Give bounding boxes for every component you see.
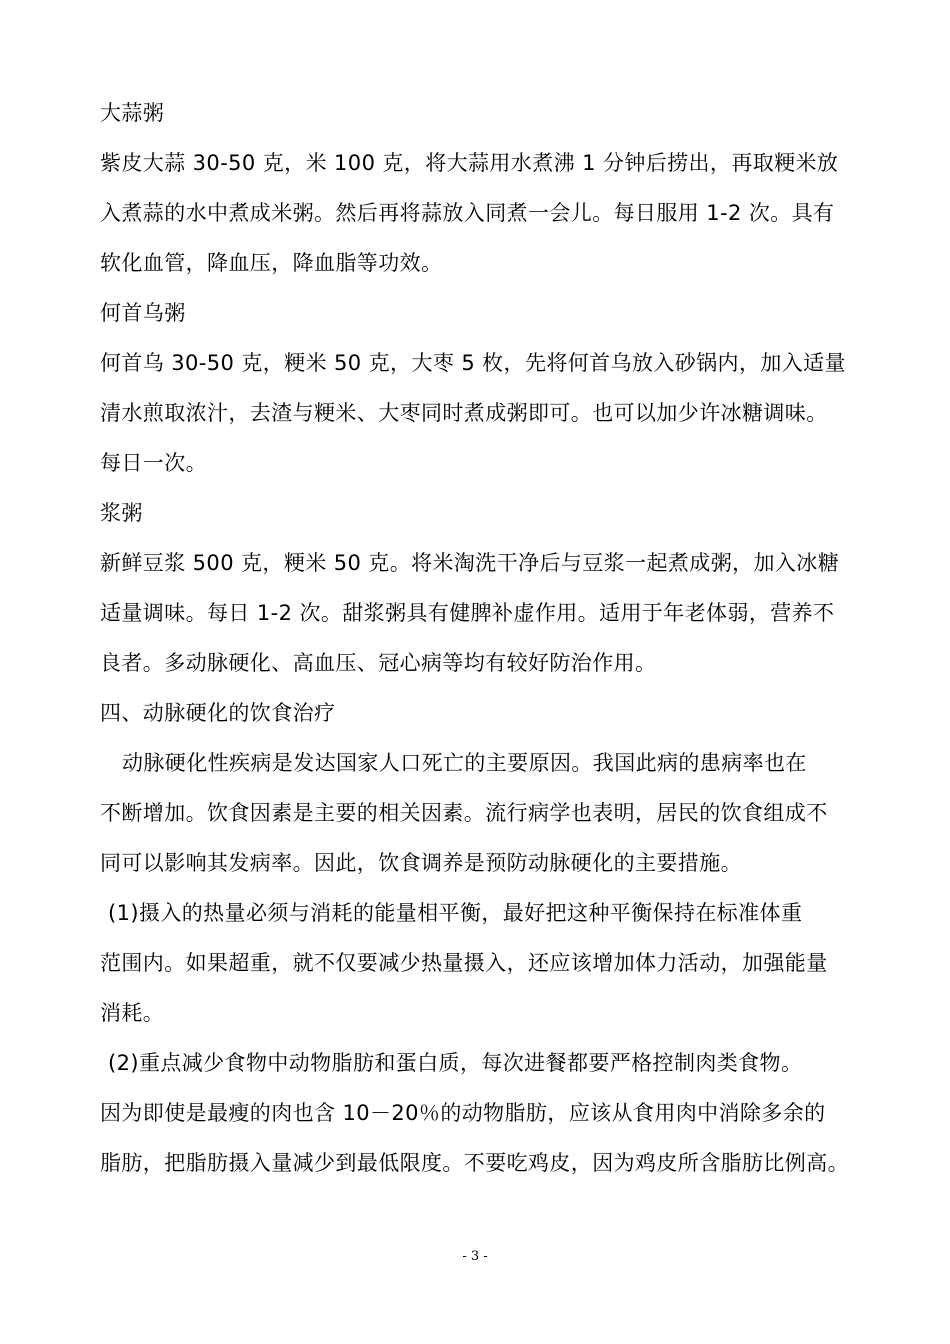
list-item-line: (1)摄入的热量必须与消耗的能量相平衡，最好把这种平衡保持在标准体重 bbox=[108, 901, 803, 925]
heading-garlic-porridge: 大蒜粥 bbox=[100, 101, 165, 125]
paragraph-line: 软化血管，降血压，降血脂等功效。 bbox=[100, 251, 443, 275]
paragraph-line: 新鲜豆浆 500 克，粳米 50 克。将米淘洗干净后与豆浆一起煮成粥，加入冰糖 bbox=[100, 551, 840, 575]
paragraph-line: 动脉硬化性疾病是发达国家人口死亡的主要原因。我国此病的患病率也在 bbox=[122, 751, 807, 775]
paragraph-line: 不断增加。饮食因素是主要的相关因素。流行病学也表明，居民的饮食组成不 bbox=[100, 801, 828, 825]
paragraph-line: 适量调味。每日 1-2 次。甜浆粥具有健脾补虚作用。适用于年老体弱，营养不 bbox=[100, 601, 835, 625]
list-item-line: (2)重点减少食物中动物脂肪和蛋白质，每次进餐都要严格控制肉类食物。 bbox=[108, 1051, 803, 1075]
paragraph-line: 良者。多动脉硬化、高血压、冠心病等均有较好防治作用。 bbox=[100, 651, 657, 675]
paragraph-line: 同可以影响其发病率。因此，饮食调养是预防动脉硬化的主要措施。 bbox=[100, 851, 742, 875]
paragraph-line: 每日一次。 bbox=[100, 451, 207, 475]
paragraph-line: 消耗。 bbox=[100, 1001, 165, 1025]
paragraph-line: 入煮蒜的水中煮成米粥。然后再将蒜放入同煮一会儿。每日服用 1-2 次。具有 bbox=[100, 201, 835, 225]
page-number: - 3 - bbox=[462, 1249, 488, 1264]
paragraph-line: 何首乌 30-50 克，粳米 50 克，大枣 5 枚，先将何首乌放入砂锅内，加入适量 bbox=[100, 351, 846, 375]
paragraph-line: 因为即使是最瘦的肉也含 10－20％的动物脂肪，应该从食用肉中消除多余的 bbox=[100, 1101, 826, 1125]
paragraph-line: 紫皮大蒜 30-50 克，米 100 克，将大蒜用水煮沸 1 分钟后捞出，再取粳米放 bbox=[100, 151, 839, 175]
heading-heshouwu-porridge: 何首乌粥 bbox=[100, 301, 186, 325]
paragraph-line: 脂肪，把脂肪摄入量减少到最低限度。不要吃鸡皮，因为鸡皮所含脂肪比例高。 bbox=[100, 1151, 849, 1175]
paragraph-line: 范围内。如果超重，就不仅要减少热量摄入，还应该增加体力活动，加强能量 bbox=[100, 951, 828, 975]
paragraph-line: 清水煎取浓汁，去渣与粳米、大枣同时煮成粥即可。也可以加少许冰糖调味。 bbox=[100, 401, 828, 425]
heading-soy-porridge: 浆粥 bbox=[100, 501, 143, 525]
section-heading: 四、动脉硬化的饮食治疗 bbox=[100, 701, 336, 725]
